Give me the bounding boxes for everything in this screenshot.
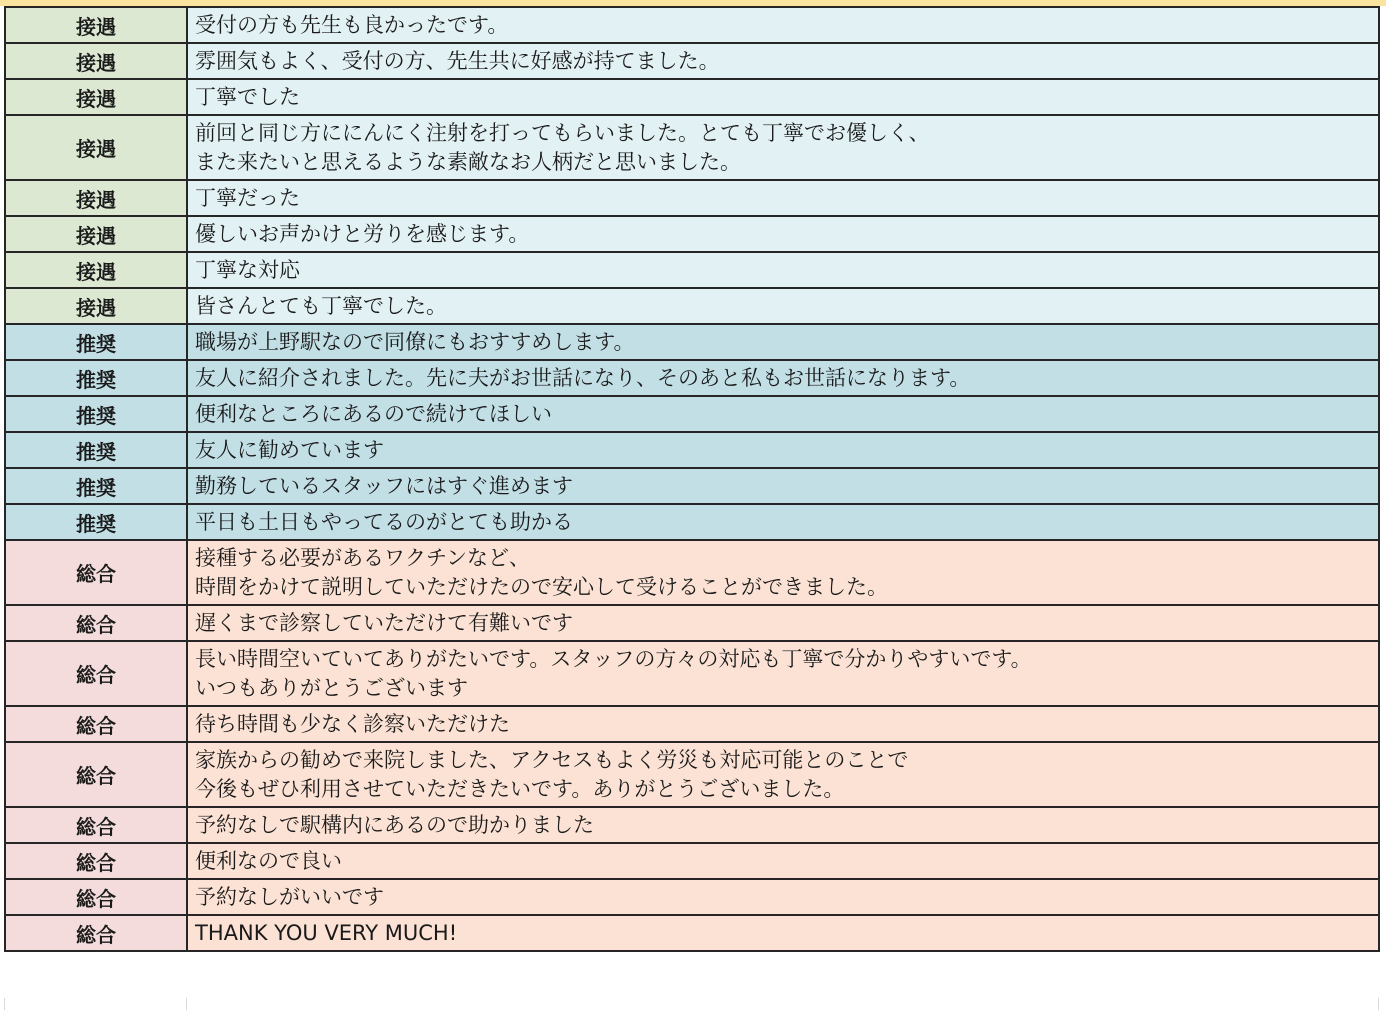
category-cell[interactable]: 総合	[5, 915, 187, 951]
category-cell[interactable]: 総合	[5, 879, 187, 915]
feedback-table-body	[5, 7, 1379, 951]
table-row	[5, 742, 1379, 807]
gridline	[1378, 998, 1379, 1010]
category-cell[interactable]: 接遇	[5, 79, 187, 115]
table-row	[5, 432, 1379, 468]
comment-cell[interactable]: 接種する必要があるワクチンなど、 時間をかけて説明していただけたので安心して受けることができました。	[187, 540, 1379, 605]
comment-cell[interactable]: 丁寧な対応	[187, 252, 1379, 288]
table-row	[5, 915, 1379, 951]
table-row	[5, 843, 1379, 879]
category-cell[interactable]: 接遇	[5, 216, 187, 252]
table-row	[5, 79, 1379, 115]
category-cell[interactable]: 総合	[5, 540, 187, 605]
category-cell[interactable]: 接遇	[5, 43, 187, 79]
comment-cell[interactable]: 予約なしがいいです	[187, 879, 1379, 915]
table-row	[5, 216, 1379, 252]
comment-cell[interactable]: 長い時間空いていてありがたいです。スタッフの方々の対応も丁寧で分かりやすいです。 いつもありがとうございます	[187, 641, 1379, 706]
comment-cell[interactable]: 雰囲気もよく、受付の方、先生共に好感が持てました。	[187, 43, 1379, 79]
comment-cell[interactable]: 丁寧でした	[187, 79, 1379, 115]
category-cell[interactable]: 接遇	[5, 7, 187, 43]
comment-cell[interactable]: 便利なので良い	[187, 843, 1379, 879]
table-row	[5, 360, 1379, 396]
table-row	[5, 288, 1379, 324]
comment-cell[interactable]: 職場が上野駅なので同僚にもおすすめします。	[187, 324, 1379, 360]
category-cell[interactable]: 推奨	[5, 432, 187, 468]
table-row	[5, 396, 1379, 432]
table-row	[5, 807, 1379, 843]
table-row	[5, 252, 1379, 288]
category-cell[interactable]: 推奨	[5, 324, 187, 360]
category-cell[interactable]: 推奨	[5, 504, 187, 540]
category-cell[interactable]: 推奨	[5, 396, 187, 432]
table-row	[5, 504, 1379, 540]
table-row	[5, 540, 1379, 605]
comment-cell[interactable]: 丁寧だった	[187, 180, 1379, 216]
comment-cell[interactable]: 予約なしで駅構内にあるので助かりました	[187, 807, 1379, 843]
category-cell[interactable]: 接遇	[5, 180, 187, 216]
feedback-table	[4, 6, 1380, 952]
category-cell[interactable]: 総合	[5, 706, 187, 742]
category-cell[interactable]: 推奨	[5, 360, 187, 396]
category-cell[interactable]: 接遇	[5, 252, 187, 288]
gridline	[4, 998, 5, 1010]
category-cell[interactable]: 総合	[5, 641, 187, 706]
comment-cell[interactable]: 前回と同じ方ににんにく注射を打ってもらいました。とても丁寧でお優しく、 また来たいと思えるような素敵なお人柄だと思いました。	[187, 115, 1379, 180]
table-row	[5, 324, 1379, 360]
category-cell[interactable]: 総合	[5, 742, 187, 807]
table-row	[5, 43, 1379, 79]
table-row	[5, 7, 1379, 43]
comment-cell[interactable]: 受付の方も先生も良かったです。	[187, 7, 1379, 43]
table-row	[5, 180, 1379, 216]
comment-cell[interactable]: 友人に勧めています	[187, 432, 1379, 468]
table-row	[5, 468, 1379, 504]
table-row	[5, 641, 1379, 706]
category-cell[interactable]: 推奨	[5, 468, 187, 504]
comment-cell[interactable]: 友人に紹介されました。先に夫がお世話になり、そのあと私もお世話になります。	[187, 360, 1379, 396]
table-row	[5, 115, 1379, 180]
category-cell[interactable]: 総合	[5, 843, 187, 879]
comment-cell[interactable]: 平日も土日もやってるのがとても助かる	[187, 504, 1379, 540]
comment-cell[interactable]: 待ち時間も少なく診察いただけた	[187, 706, 1379, 742]
comment-cell[interactable]: 皆さんとても丁寧でした。	[187, 288, 1379, 324]
comment-cell[interactable]: 勤務しているスタッフにはすぐ進めます	[187, 468, 1379, 504]
table-row	[5, 706, 1379, 742]
category-cell[interactable]: 総合	[5, 605, 187, 641]
comment-cell[interactable]: THANK YOU VERY MUCH!	[187, 915, 1379, 951]
table-row	[5, 605, 1379, 641]
comment-cell[interactable]: 家族からの勧めで来院しました、アクセスもよく労災も対応可能とのことで 今後もぜひ利用させていただきたいです。ありがとうございました。	[187, 742, 1379, 807]
category-cell[interactable]: 総合	[5, 807, 187, 843]
comment-cell[interactable]: 遅くまで診察していただけて有難いです	[187, 605, 1379, 641]
category-cell[interactable]: 接遇	[5, 288, 187, 324]
gridline	[186, 998, 187, 1010]
comment-cell[interactable]: 優しいお声かけと労りを感じます。	[187, 216, 1379, 252]
comment-cell[interactable]: 便利なところにあるので続けてほしい	[187, 396, 1379, 432]
category-cell[interactable]: 接遇	[5, 115, 187, 180]
table-row	[5, 879, 1379, 915]
